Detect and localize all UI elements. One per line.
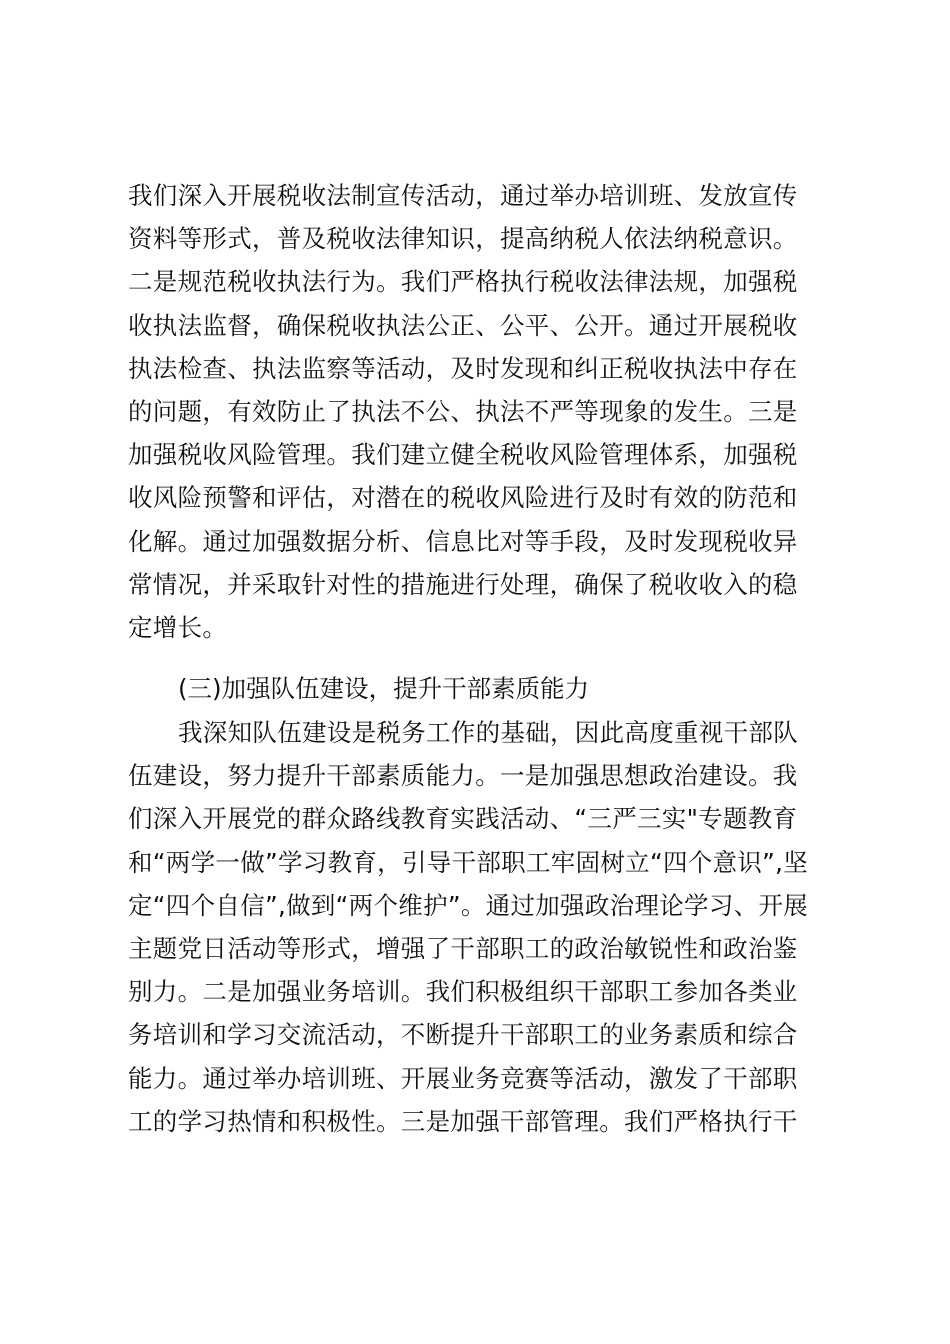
text-line: 加强税收风险管理。我们建立健全税收风险管理体系，加强税 [128, 440, 798, 470]
text-line: 们深入开展党的群众路线教育实践活动、“三严三实"专题教育 [128, 804, 798, 834]
text-line: 资料等形式，普及税收法律知识，提高纳税人依法纳税意识。 [128, 224, 798, 254]
text-line: 我深知队伍建设是税务工作的基础，因此高度重视干部队 [178, 718, 798, 747]
text-line: 定“四个自信”,做到“两个维护”。通过加强政治理论学习、开展 [128, 890, 809, 920]
text-line: 执法检查、执法监察等活动，及时发现和纠正税收执法中存在 [128, 353, 798, 383]
text-line: 收执法监督，确保税收执法公正、公平、公开。通过开展税收 [128, 310, 798, 340]
text-line: 二是规范税收执法行为。我们严格执行税收法律法规，加强税 [128, 267, 798, 297]
text-line: 主题党日活动等形式，增强了干部职工的政治敏锐性和政治鉴 [128, 933, 798, 963]
paragraph-tax-law [128, 174, 828, 649]
text-line: 定增长。 [128, 612, 228, 642]
text-line: 和“两学一做”学习教育，引导干部职工牢固树立“四个意识”,坚 [128, 847, 809, 877]
paragraph-team-building [128, 711, 828, 1143]
text-line: 别力。二是加强业务培训。我们积极组织干部职工参加各类业 [128, 977, 798, 1007]
text-line: 常情况，并采取针对性的措施进行处理，确保了税收收入的稳 [128, 569, 798, 599]
text-line: 工的学习热情和积极性。三是加强干部管理。我们严格执行干 [128, 1106, 798, 1136]
section-heading: (三)加强队伍建设，提升干部素质能力 [178, 674, 590, 703]
text-line: 我们深入开展税收法制宣传活动，通过举办培训班、发放宣传 [128, 181, 798, 210]
text-line: 的问题，有效防止了执法不公、执法不严等现象的发生。三是 [128, 396, 798, 426]
text-line: 务培训和学习交流活动，不断提升干部职工的业务素质和综合 [128, 1020, 798, 1050]
text-line: 化解。通过加强数据分析、信息比对等手段，及时发现税收异 [128, 526, 798, 556]
text-line: 伍建设，努力提升干部素质能力。一是加强思想政治建设。我 [128, 761, 798, 791]
text-line: 能力。通过举办培训班、开展业务竞赛等活动，激发了干部职 [128, 1063, 798, 1093]
text-line: 收风险预警和评估，对潜在的税收风险进行及时有效的防范和 [128, 483, 798, 513]
